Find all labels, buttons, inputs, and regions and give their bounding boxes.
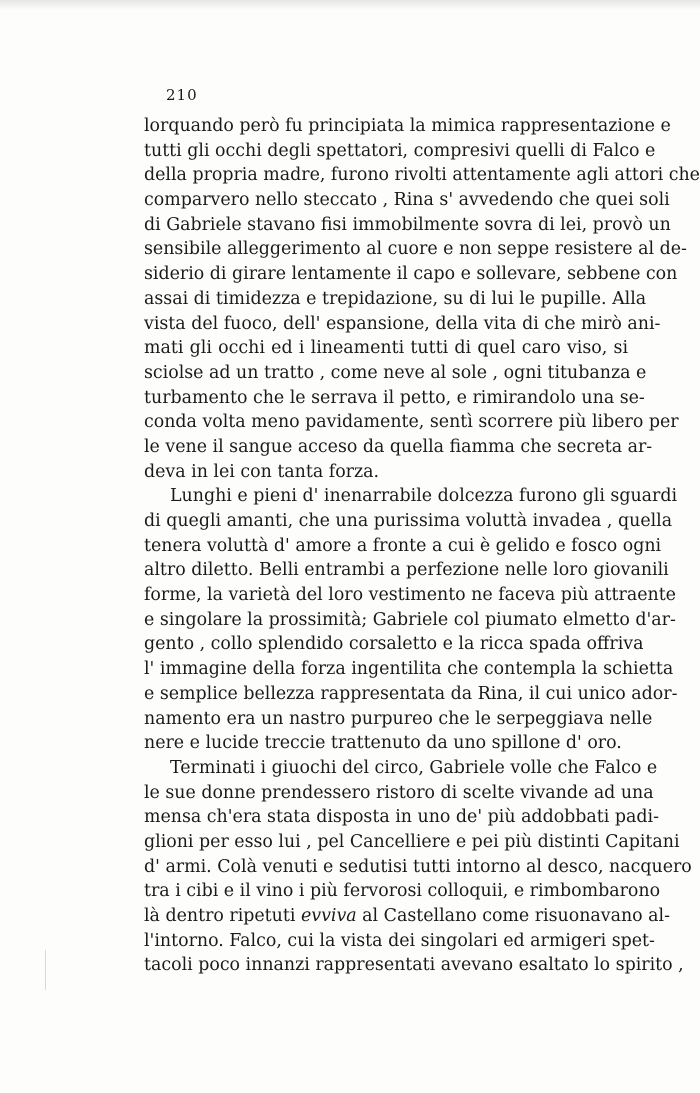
text-run: là dentro ripetuti — [144, 906, 301, 926]
text-run: al Castellano come risuonavano al- — [356, 906, 670, 926]
page-number: 210 — [166, 86, 198, 104]
text-line: della propria madre, furono rivolti attentamente agli attori che — [144, 165, 700, 186]
text-line: lorquando però fu principiata la mimica rappresentazione e — [144, 116, 671, 136]
text-line: tenera voluttà d' amore a fronte a cui è gelido e fosco ogni — [144, 535, 662, 556]
text-line: l'intorno. Falco, cui la vista dei singolari ed armigeri spet- — [144, 930, 655, 951]
text-line: tutti gli occhi degli spettatori, compresivi quelli di Falco e — [144, 140, 656, 161]
margin-mark — [45, 950, 46, 990]
text-line: di quegli amanti, che una purissima voluttà invadea , quella — [144, 511, 673, 531]
paragraph-1 — [144, 114, 700, 484]
text-line: Lunghi e pieni d' inenarrabile dolcezza furono gli sguardi — [170, 486, 678, 507]
text-line: di Gabriele stavano fisi immobilmente sovra di lei, provò un — [144, 214, 671, 235]
text-line: l' immagine della forza ingentilita che contempla la schietta — [144, 659, 674, 680]
text-line: mati gli occhi ed i lineamenti tutti di quel caro viso, si — [144, 338, 628, 359]
text-line: conda volta meno pavidamente, sentì scorrere più libero per — [144, 412, 679, 433]
text-line: mensa ch'era stata disposta in uno de' più addobbati padi- — [144, 807, 659, 828]
body-text — [144, 114, 700, 978]
text-line: e semplice bellezza rappresentata da Rina, il cui unico ador- — [144, 683, 678, 704]
text-line: turbamento che le serrava il petto, e rimirandolo una se- — [144, 387, 645, 408]
text-line: gento , collo splendido corsaletto e la ricca spada offriva — [144, 634, 644, 655]
italic-word: evviva — [300, 906, 357, 926]
text-line: Terminati i giuochi del circo, Gabriele volle che Falco e — [170, 757, 658, 778]
text-line: le sue donne prendessero ristoro di scelte vivande ad una — [144, 782, 654, 803]
page-edge-shadow — [0, 0, 700, 10]
text-line: assai di timidezza e trepidazione, su di lui le pupille. Alla — [144, 288, 647, 309]
text-line: vista del fuoco, dell' espansione, della vita di che mirò ani- — [144, 313, 661, 334]
text-line: altro diletto. Belli entrambi a perfezione nelle loro giovanili — [144, 560, 669, 581]
text-line: d' armi. Colà venuti e sedutisi tutti intorno al desco, nacquero — [144, 856, 692, 877]
text-line: sensibile alleggerimento al cuore e non seppe resistere al de- — [144, 239, 687, 260]
text-line: e singolare la prossimità; Gabriele col piumato elmetto d'ar- — [144, 609, 676, 630]
text-line: forme, la varietà del loro vestimento ne faceva più attraente — [144, 585, 676, 606]
text-line: nere e lucide treccie trattenuto da uno spillone d' oro. — [144, 733, 622, 754]
text-line: deva in lei con tanta forza. — [144, 461, 380, 482]
text-line: le vene il sangue acceso da quella fiamma che secreta ar- — [144, 436, 653, 457]
paragraph-2 — [144, 484, 678, 756]
text-line: comparvero nello steccato , Rina s' avvedendo che quei soli — [144, 190, 670, 211]
text-line: namento era un nastro purpureo che le serpeggiava nelle — [144, 708, 653, 729]
text-line: sciolse ad un tratto , come neve al sole , ogni titubanza e — [144, 362, 647, 383]
paragraph-3 — [144, 756, 692, 978]
text-line: siderio di girare lentamente il capo e sollevare, sebbene con — [144, 264, 678, 285]
text-line: glioni per esso lui , pel Cancelliere e pei più distinti Capitani — [144, 831, 680, 852]
text-line-with-italic — [144, 904, 670, 929]
text-line: tra i cibi e il vino i più fervorosi colloquii, e rimbombarono — [144, 881, 661, 902]
text-line: tacoli poco innanzi rappresentati avevano esaltato lo spirito , — [144, 955, 684, 976]
